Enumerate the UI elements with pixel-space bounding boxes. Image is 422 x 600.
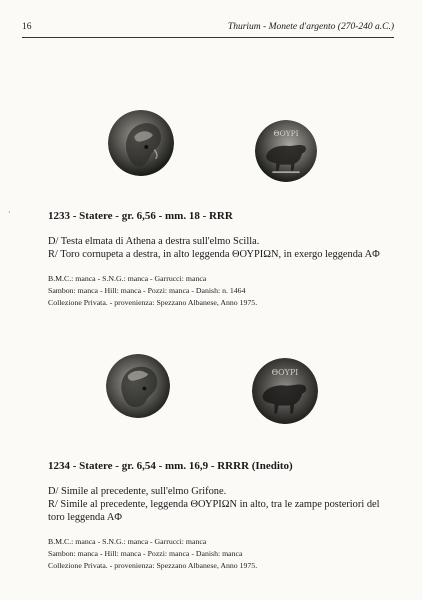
coin-row-1233 bbox=[0, 104, 422, 204]
obverse-description: D/ Testa elmata di Athena a destra sull'elmo Scilla. bbox=[48, 236, 260, 247]
provenance-line: Collezione Privata. - provenienza: Spezzano Albanese, Anno 1975. bbox=[48, 298, 258, 308]
page-number: 16 bbox=[22, 22, 32, 32]
obverse-description: D/ Simile al precedente, sull'elmo Grifone. bbox=[48, 486, 227, 497]
header-rule bbox=[22, 37, 394, 38]
reference-line: B.M.C.: manca - S.N.G.: manca - Garrucci: manca bbox=[48, 274, 207, 283]
entry-title: 1233 - Statere - gr. 6,56 - mm. 18 - RRR bbox=[48, 210, 233, 222]
reference-line: Sambon: manca - Hill: manca - Pozzi: manca - Danish: manca bbox=[48, 549, 243, 559]
svg-text:ΘΟΥΡΙ: ΘΟΥΡΙ bbox=[271, 368, 299, 378]
entry-references bbox=[48, 536, 398, 573]
athena-head-icon bbox=[108, 110, 174, 176]
bull-icon bbox=[252, 358, 318, 424]
entry-references bbox=[48, 273, 398, 310]
reference-line: B.M.C.: manca - S.N.G.: manca - Garrucci: manca bbox=[48, 537, 207, 546]
catalog-entry-1233 bbox=[48, 210, 398, 310]
entry-description bbox=[48, 235, 398, 261]
margin-mark: · bbox=[8, 208, 11, 217]
provenance-line: Collezione Privata. - provenienza: Spezzano Albanese, Anno 1975. bbox=[48, 561, 258, 571]
entry-title: 1234 - Statere - gr. 6,54 - mm. 16,9 - RRRR (Inedito) bbox=[48, 460, 293, 472]
reverse-description: R/ Simile al precedente, leggenda ΘΟΥΡΙΩΝ in alto, tra le zampe posteriori del toro leggenda AΦ bbox=[48, 499, 380, 523]
entry-description bbox=[48, 485, 398, 524]
catalog-entry-1234 bbox=[48, 460, 398, 573]
coin-obverse-image bbox=[108, 110, 174, 176]
running-title: Thurium - Monete d'argento (270-240 a.C.) bbox=[227, 22, 394, 32]
coin-reverse-image bbox=[252, 358, 318, 424]
running-header bbox=[22, 16, 394, 34]
svg-text:ΘΟΥΡΙ: ΘΟΥΡΙ bbox=[273, 129, 299, 139]
bull-icon bbox=[255, 120, 317, 182]
coin-row-1234 bbox=[0, 344, 422, 444]
reverse-description: R/ Toro cornupeta a destra, in alto leggenda ΘΟΥΡΙΩΝ, in exergo leggenda AΦ bbox=[48, 249, 380, 260]
athena-head-icon bbox=[106, 354, 170, 418]
reference-line: Sambon: manca - Hill: manca - Pozzi: manca - Danish: n. 1464 bbox=[48, 286, 246, 296]
coin-obverse-image bbox=[106, 354, 170, 418]
coin-reverse-image bbox=[255, 120, 317, 182]
